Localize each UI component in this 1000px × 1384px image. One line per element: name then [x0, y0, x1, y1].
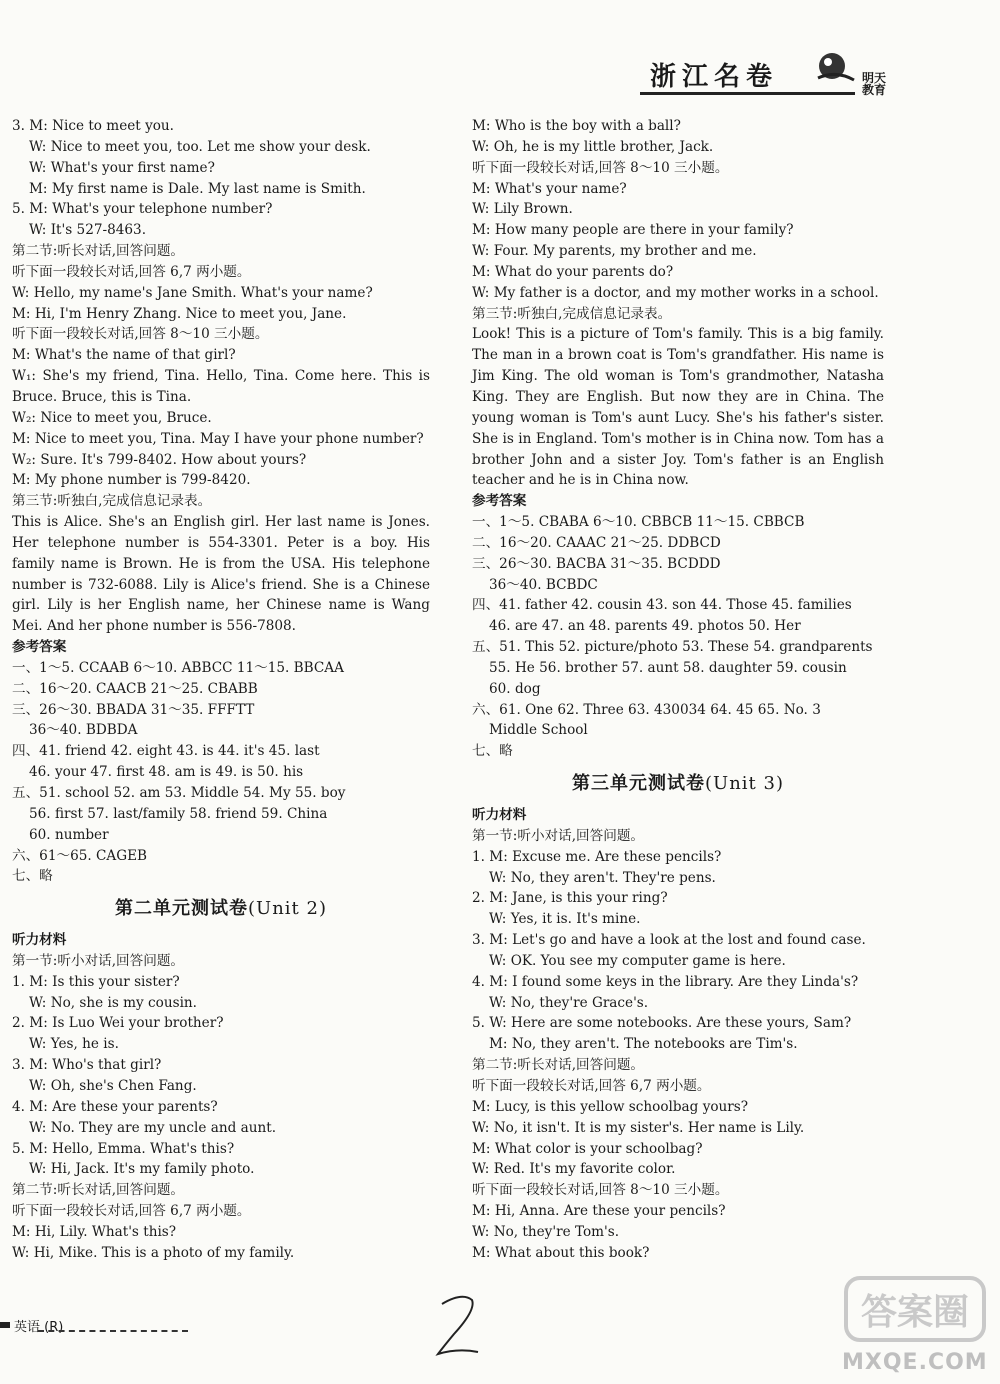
unit2-lines [12, 930, 430, 1264]
text-line: W: Hi, Mike. This is a photo of my family. [12, 1244, 295, 1261]
footer-label [14, 1316, 63, 1335]
text-line: 听力材料 [12, 932, 67, 949]
text-line: 3. M: Let's go and have a look at the lost and found case. [472, 932, 866, 949]
text-line: W: No. They are my uncle and aunt. [29, 1119, 277, 1136]
text-line: 听下面一段较长对话,回答 8～10 三小题。 [12, 326, 269, 343]
unit3-lines [472, 805, 884, 1264]
text-line: W: No, they're Tom's. [472, 1223, 620, 1240]
text-line: W: Four. My parents, my brother and me. [472, 243, 757, 260]
text-line: M: What color is your schoolbag? [472, 1140, 703, 1157]
footer-dash [38, 1330, 188, 1332]
text-line: 参考答案 [472, 493, 527, 510]
text-line: W: No, it isn't. It is my sister's. Her name is Lily. [472, 1119, 805, 1136]
text-line: 1. M: Excuse me. Are these pencils? [472, 848, 722, 865]
text-line: W: Nice to meet you, too. Let me show your desk. [29, 138, 371, 155]
text-line: M: How many people are there in your family? [472, 222, 794, 239]
text-line: W: OK. You see my computer game is here. [489, 952, 786, 969]
text-line: 5. M: Hello, Emma. What's this? [12, 1140, 235, 1157]
text-line: 3. M: Nice to meet you. [12, 118, 175, 134]
watermark-logo-icon [842, 1270, 992, 1350]
brand-title: 浙江名卷 [650, 62, 779, 92]
text-line: 2. M: Is Luo Wei your brother? [12, 1015, 224, 1032]
text-line: 第三节:听独白,完成信息记录表。 [472, 305, 672, 322]
text-line: M: Hi, Anna. Are these your pencils? [472, 1203, 726, 1220]
text-line: 七、略 [472, 743, 513, 760]
text-line: 第一节:听小对话,回答问题。 [472, 827, 645, 844]
text-line: M: No, they aren't. The notebooks are Tim's. [489, 1036, 798, 1053]
text-line: 36～40. BDBDA [29, 722, 138, 739]
text-line: M: Hi, Lily. What's this? [12, 1223, 177, 1240]
text-line: W: No, she is my cousin. [29, 994, 197, 1011]
text-line: 听力材料 [472, 807, 527, 823]
text-line: M: What's your name? [472, 180, 627, 197]
left-lines [12, 116, 430, 887]
text-line: This is Alice. She's an English girl. Her last name is Jones. Her telephone number is 554-3301. Peter is a boy. His family name is Brown. He is from the USA. His telephone number is 732-6088. Lily is Alice's friend. She is a Chinese girl. Lily is her English name, her Chinese name is Wang Mei. And her phone number is 556-7808. [12, 514, 430, 635]
text-line: 听下面一段较长对话,回答 6,7 两小题。 [472, 1077, 711, 1094]
text-line: 第二节:听长对话,回答问题。 [472, 1057, 645, 1074]
text-line: 三、26～30. BACBA 31～35. BCDDD [472, 555, 721, 572]
text-line: W: Yes, he is. [29, 1036, 119, 1053]
right-lines [472, 116, 884, 762]
text-line: W: Red. It's my favorite color. [472, 1161, 676, 1178]
text-line: 三、26～30. BBADA 31～35. FFFTT [12, 701, 255, 718]
watermark [842, 1270, 992, 1376]
text-line: M: What do your parents do? [472, 263, 674, 280]
footer-subject: 英语 (R) [14, 1320, 64, 1335]
text-line: 3. M: Who's that girl? [12, 1057, 162, 1074]
text-line: M: Hi, I'm Henry Zhang. Nice to meet you, Jane. [12, 305, 347, 322]
text-line: 60. number [29, 826, 109, 843]
text-line: W: What's your first name? [29, 159, 215, 176]
text-line: 四、41. father 42. cousin 43. son 44. Those 45. families [472, 597, 852, 614]
text-line: 55. He 56. brother 57. aunt 58. daughter 59. cousin [489, 659, 847, 676]
text-line: 第一节:听小对话,回答问题。 [12, 952, 185, 969]
text-line: 参考答案 [12, 639, 67, 656]
header-rule [640, 92, 855, 95]
text-line: 46. are 47. an 48. parents 49. photos 50. Her [489, 618, 801, 635]
unit2-title-unit: (Unit 2) [248, 898, 327, 920]
text-line: 56. first 57. last/family 58. friend 59. China [29, 805, 328, 822]
text-line: W₂: Nice to meet you, Bruce. [12, 409, 212, 426]
text-line: 1. M: Is this your sister? [12, 973, 180, 990]
brand-subtitle: 明天教育 [862, 71, 887, 97]
text-line: 听下面一段较长对话,回答 6,7 两小题。 [12, 263, 251, 280]
text-line: W: My father is a doctor, and my mother works in a school. [472, 284, 879, 301]
text-line: 第三节:听独白,完成信息记录表。 [12, 493, 212, 510]
text-line: 五、51. This 52. picture/photo 53. These 54. grandparents [472, 639, 873, 656]
text-line: 46. your 47. first 48. am is 49. is 50. his [29, 764, 304, 781]
text-line: M: Who is the boy with a ball? [472, 118, 681, 134]
watermark-chars: 答案圈 [860, 1292, 970, 1333]
text-line: 60. dog [489, 680, 541, 697]
text-line: 36～40. BCBDC [489, 576, 598, 593]
text-line: 四、41. friend 42. eight 43. is 44. it's 45. last [12, 743, 320, 760]
text-line: M: My first name is Dale. My last name is Smith. [29, 180, 366, 197]
text-line: 4. M: Are these your parents? [12, 1098, 218, 1115]
text-line: W₁: She's my friend, Tina. Hello, Tina. Come here. This is Bruce. Bruce, this is Tina. [12, 368, 430, 405]
right-column [472, 116, 884, 1264]
text-line: 二、16～20. CAAAC 21～25. DDBCD [472, 534, 721, 551]
unit2-title-cn: 第二单元测试卷 [115, 898, 248, 920]
text-line: M: What about this book? [472, 1244, 650, 1261]
text-line: 第二节:听长对话,回答问题。 [12, 1182, 185, 1199]
text-line: M: Nice to meet you, Tina. May I have your phone number? [12, 430, 424, 447]
text-line: 五、51. school 52. am 53. Middle 54. My 55. boy [12, 785, 346, 801]
text-line: 5. W: Here are some notebooks. Are these yours, Sam? [472, 1015, 852, 1032]
header-brand [640, 46, 900, 106]
text-line: W: Oh, he is my little brother, Jack. [472, 138, 714, 155]
text-line: 听下面一段较长对话,回答 8～10 三小题。 [472, 159, 729, 176]
left-column [12, 116, 430, 1264]
text-line: M: Lucy, is this yellow schoolbag yours? [472, 1098, 749, 1115]
text-line: 5. M: What's your telephone number? [12, 201, 273, 218]
page-number [432, 1290, 482, 1362]
text-line: 4. M: I found some keys in the library. Are they Linda's? [472, 973, 859, 990]
text-line: W: Hi, Jack. It's my family photo. [29, 1161, 255, 1178]
page-number-handwritten [432, 1290, 482, 1362]
footer-mark [0, 1322, 10, 1328]
unit2-title [12, 899, 430, 920]
text-line: W₂: Sure. It's 799-8402. How about yours? [12, 451, 307, 468]
text-line: W: Oh, she's Chen Fang. [29, 1077, 197, 1094]
unit3-title-cn: 第三单元测试卷 [572, 773, 705, 795]
text-line: Look! This is a picture of Tom's family. This is a big family. The man in a brown coat is Tom's grandfather. His name is Jim King. The old woman is Tom's grandmother, Natasha King. They are English. But now they are in China. The young woman is Tom's aunt Lucy. She's his father's sister. She is in England. Tom's mother is in China now. Tom has a brother John and a sister Joy. Tom's father is an English teacher and he is in China now. [472, 326, 884, 489]
text-line: 2. M: Jane, is this your ring? [472, 890, 668, 907]
text-line: 二、16～20. CAACB 21～25. CBABB [12, 680, 258, 697]
text-line: W: Lily Brown. [472, 201, 573, 218]
unit3-title [472, 774, 884, 795]
text-line: 一、1～5. CBABA 6～10. CBBCB 11～15. CBBCB [472, 514, 805, 531]
watermark-text: MXQE.COM [842, 1350, 988, 1375]
text-line: 七、略 [12, 868, 53, 885]
text-line: W: Hello, my name's Jane Smith. What's your name? [12, 284, 373, 301]
text-line: Middle School [489, 722, 588, 739]
text-line: 六、61. One 62. Three 63. 430034 64. 45 65. No. 3 [472, 701, 821, 718]
brand-logo-icon [816, 50, 856, 86]
text-line: W: No, they aren't. They're pens. [489, 869, 716, 886]
text-line: 一、1～5. CCAAB 6～10. ABBCC 11～15. BBCAA [12, 659, 344, 676]
text-line: W: No, they're Grace's. [489, 994, 649, 1011]
text-line: W: It's 527-8463. [29, 222, 147, 239]
text-line: 听下面一段较长对话,回答 8～10 三小题。 [472, 1182, 729, 1199]
text-line: W: Yes, it is. It's mine. [489, 911, 641, 928]
text-line: 第二节:听长对话,回答问题。 [12, 243, 185, 260]
unit3-title-unit: (Unit 3) [705, 773, 784, 795]
text-line: M: What's the name of that girl? [12, 347, 236, 364]
text-line: 听下面一段较长对话,回答 6,7 两小题。 [12, 1203, 251, 1220]
text-line: 六、61～65. CAGEB [12, 847, 148, 864]
text-line: M: My phone number is 799-8420. [12, 472, 251, 489]
